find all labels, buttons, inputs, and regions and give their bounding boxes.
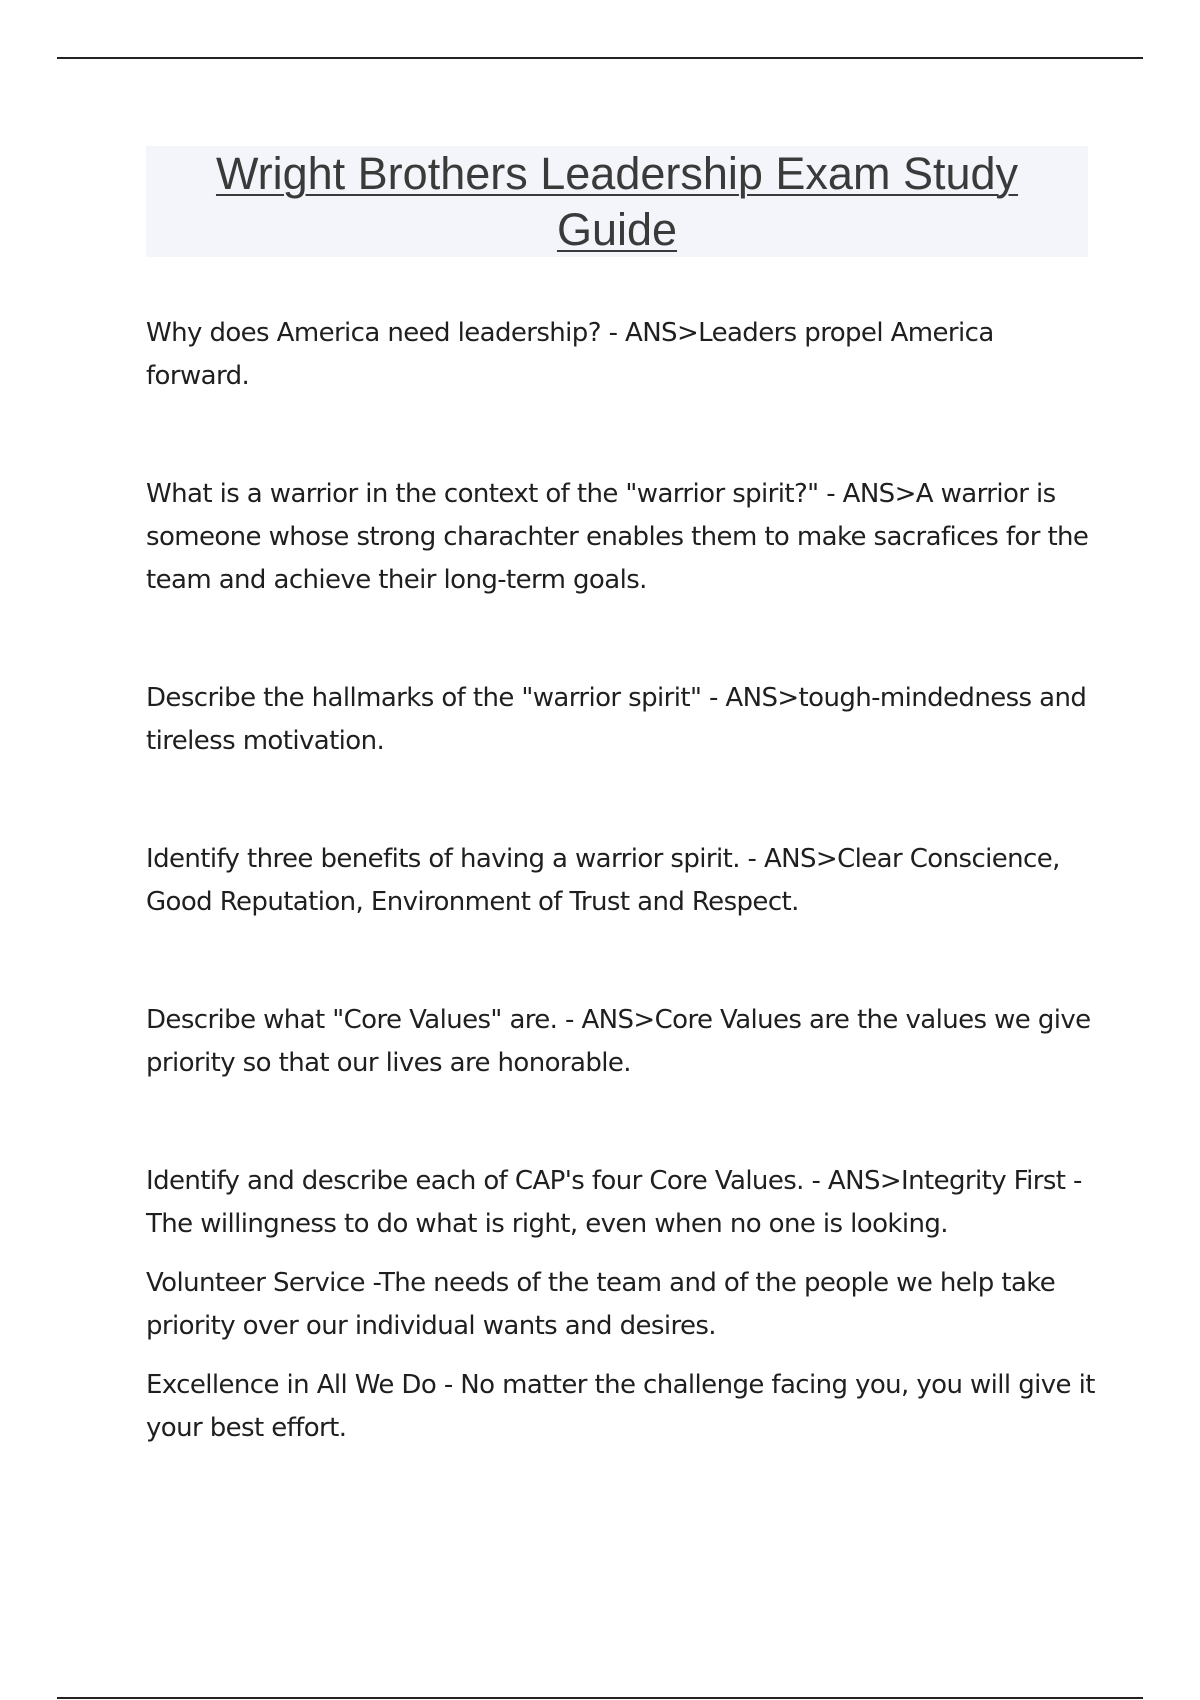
qa-text-continued: Volunteer Service -The needs of the team and of the people we help take priority over our individual wants and desires. [146, 1268, 1056, 1341]
qa-text: What is a warrior in the context of the "warrior spirit?" - ANS>A warrior is someone whose strong charachter enables them to make sacrafices for the team and achieve their long-term goals. [146, 479, 1089, 595]
qa-item [146, 473, 1096, 602]
qa-item [146, 999, 1096, 1085]
document-title: Wright Brothers Leadership Exam Study Guide [215, 147, 1019, 255]
qa-text: Describe the hallmarks of the "warrior spirit" - ANS>tough-mindedness and tireless motivation. [146, 683, 1087, 756]
top-divider [57, 57, 1143, 59]
qa-text-continued: Excellence in All We Do - No matter the challenge facing you, you will give it your best effort. [146, 1370, 1095, 1443]
qa-item [146, 677, 1096, 763]
qa-text: Describe what "Core Values" are. - ANS>Core Values are the values we give priority so that our lives are honorable. [146, 1005, 1091, 1078]
qa-text: Why does America need leadership? - ANS>Leaders propel America forward. [146, 318, 994, 391]
qa-item [146, 1160, 1096, 1450]
qa-text: Identify and describe each of CAP's four Core Values. - ANS>Integrity First - The willingness to do what is right, even when no one is looking. [146, 1166, 1082, 1239]
bottom-divider [57, 1697, 1143, 1699]
document-body [146, 312, 1096, 1525]
qa-item [146, 312, 1096, 398]
qa-text: Identify three benefits of having a warrior spirit. - ANS>Clear Conscience, Good Reputation, Environment of Trust and Respect. [146, 844, 1060, 917]
qa-item [146, 838, 1096, 924]
title-banner [146, 146, 1088, 257]
